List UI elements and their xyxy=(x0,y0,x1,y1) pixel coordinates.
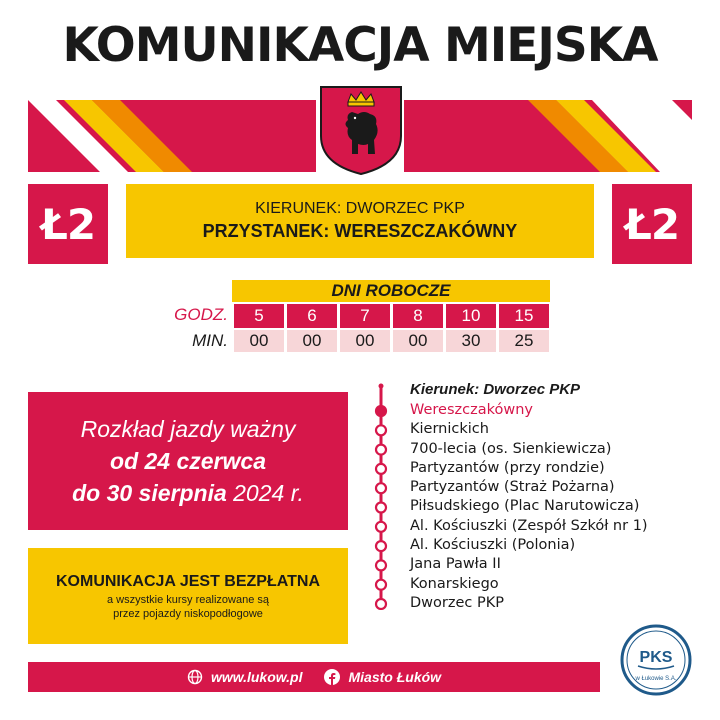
logo-text: PKS xyxy=(639,649,673,666)
hour-cell: 6 xyxy=(287,304,337,328)
line-number-badge: Ł2 xyxy=(28,184,108,264)
free-notice-box xyxy=(28,548,348,644)
line-number-badge: Ł2 xyxy=(612,184,692,264)
direction-text: KIERUNEK: DWORZEC PKP xyxy=(255,200,465,217)
hour-cell: 7 xyxy=(340,304,390,328)
route-stop-dot xyxy=(376,425,386,435)
route-stop: Al. Kościuszki (Zespół Szkół nr 1) xyxy=(410,517,648,534)
route-stop-dot xyxy=(376,464,386,474)
minute-cell: 25 xyxy=(499,330,549,352)
facebook-link[interactable] xyxy=(324,669,441,685)
route-stop: Jana Pawła II xyxy=(410,556,501,573)
website-link[interactable] xyxy=(187,669,303,685)
route-stop: Al. Kościuszki (Polonia) xyxy=(410,537,576,554)
facebook-text: Miasto Łuków xyxy=(348,669,442,685)
free-notice-title: KOMUNIKACJA JEST BEZPŁATNA xyxy=(55,573,320,590)
direction-box xyxy=(126,184,594,258)
validity-line xyxy=(28,477,348,509)
logo-subtext: w Łukowie S.A. xyxy=(635,676,677,682)
route-stop: Partyzantów (przy rondzie) xyxy=(410,459,605,476)
free-notice-text: przez pojazdy niskopodłogowe xyxy=(113,608,263,620)
route-stop: Partyzantów (Straż Pożarna) xyxy=(410,479,615,496)
facebook-icon xyxy=(324,669,340,685)
route-stop: Piłsudskiego (Plac Narutowicza) xyxy=(410,498,640,515)
route-stop-dot xyxy=(376,522,386,532)
hour-row-label: GODZ. xyxy=(174,305,228,324)
footer-bar xyxy=(28,662,600,692)
validity-end-date: do 30 sierpnia xyxy=(72,480,227,506)
validity-box xyxy=(28,392,348,530)
route-stop-dot xyxy=(376,599,386,609)
route-stop: 700-lecia (os. Sienkiewicza) xyxy=(410,440,612,457)
validity-year: 2024 r. xyxy=(226,480,304,506)
route-stop: Konarskiego xyxy=(410,575,499,592)
validity-line: od 24 czerwca xyxy=(110,448,266,474)
minute-cell: 00 xyxy=(287,330,337,352)
stop-name: PRZYSTANEK: WERESZCZAKÓWNY xyxy=(202,221,518,241)
route-stop-dot xyxy=(376,483,386,493)
hour-cell: 5 xyxy=(234,304,284,328)
minute-row-label: MIN. xyxy=(192,331,228,350)
route-stop-dot xyxy=(376,560,386,570)
minute-cell: 00 xyxy=(340,330,390,352)
route-heading: Kierunek: Dworzec PKP xyxy=(410,381,581,398)
page-title: KOMUNIKACJA MIEJSKA xyxy=(62,18,658,73)
pks-logo xyxy=(620,624,692,696)
route-stop-dot xyxy=(376,541,386,551)
validity-line: Rozkład jazdy ważny xyxy=(80,416,296,442)
free-notice-text: a wszystkie kursy realizowane są xyxy=(106,594,269,606)
route-stop: Wereszczakówny xyxy=(410,402,533,418)
route-stop-dot xyxy=(376,445,386,455)
days-header: DNI ROBOCZE xyxy=(232,280,550,302)
route-line-diagram xyxy=(366,380,396,610)
route-stop: Kiernickich xyxy=(410,421,489,438)
globe-icon xyxy=(187,669,203,685)
minute-cell: 00 xyxy=(234,330,284,352)
route-stop-dot xyxy=(376,503,386,513)
route-stop-list xyxy=(410,401,648,613)
hour-cell: 10 xyxy=(446,304,496,328)
route-stop: Dworzec PKP xyxy=(410,594,504,611)
route-stop-dot xyxy=(376,580,386,590)
hour-cell: 8 xyxy=(393,304,443,328)
route-stop-dot xyxy=(376,406,386,416)
website-text: www.lukow.pl xyxy=(210,669,303,685)
hour-cell: 15 xyxy=(499,304,549,328)
minute-cell: 30 xyxy=(446,330,496,352)
minute-cell: 00 xyxy=(393,330,443,352)
city-crest-icon xyxy=(318,84,404,176)
